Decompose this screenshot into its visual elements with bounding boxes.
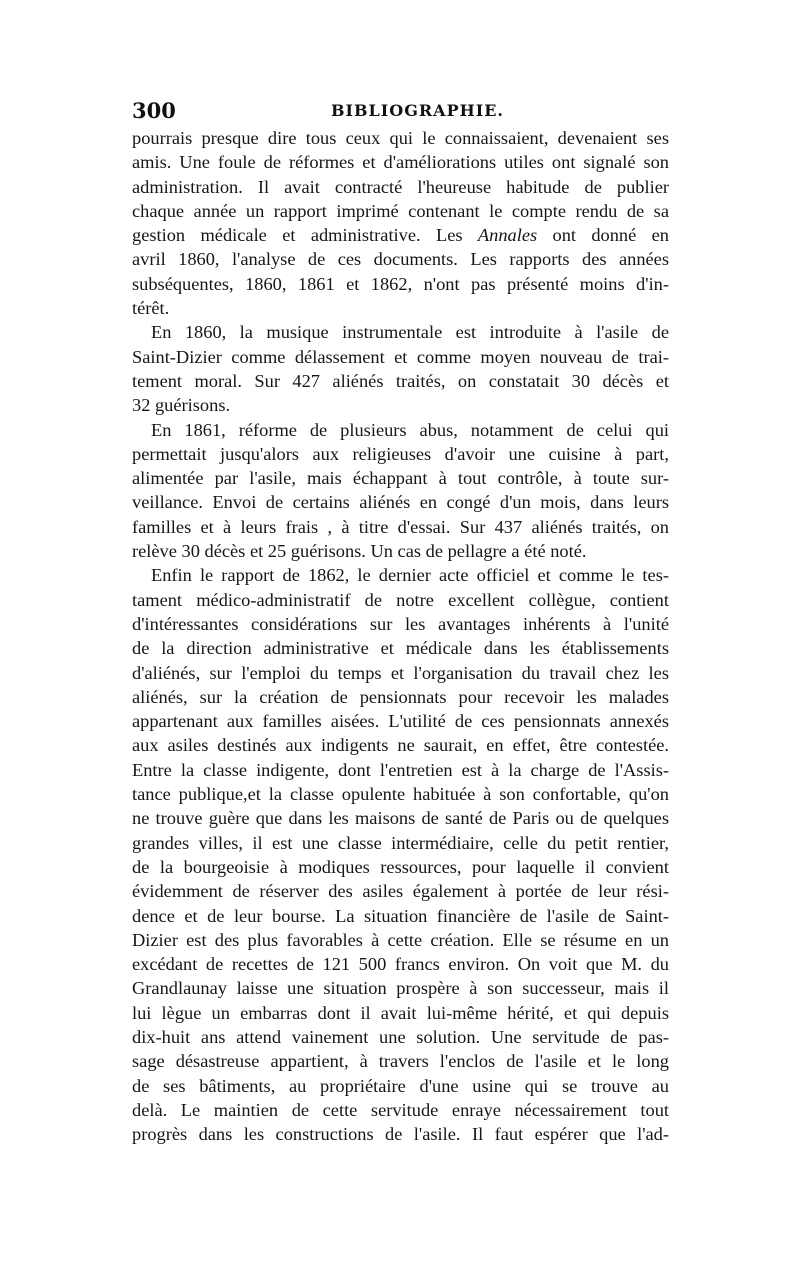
text-line: administration. Il avait contracté l'heureuse habitude de publier xyxy=(132,176,669,197)
text-line: avril 1860, l'analyse de ces documents. Les rapports des années xyxy=(132,249,669,270)
text-line: de la bourgeoisie à modiques ressources, pour laquelle il convient xyxy=(132,856,669,877)
running-title: BIBLIOGRAPHIE. xyxy=(331,101,504,120)
text-line: aux asiles destinés aux indigents ne saurait, en effet, être contestée. xyxy=(132,735,669,756)
text-line: tement moral. Sur 427 aliénés traités, on constatait 30 décès et xyxy=(132,370,669,391)
body-text xyxy=(132,126,669,1146)
paragraph-2 xyxy=(132,320,669,417)
text-line: sage désastreuse appartient, à travers l'enclos de l'asile et le long xyxy=(132,1051,669,1072)
text-line: progrès dans les constructions de l'asile. Il faut espérer que l'ad- xyxy=(132,1124,669,1145)
text-line: d'aliénés, sur l'emploi du temps et l'organisation du travail chez les xyxy=(132,662,669,683)
text-line: 32 guérisons. xyxy=(132,395,231,416)
text-line: En 1861, réforme de plusieurs abus, notamment de celui qui xyxy=(151,419,669,440)
text-line: de ses bâtiments, au propriétaire d'une usine qui se trouve au xyxy=(132,1075,669,1096)
text-line: tance publique,et la classe opulente habituée à son confortable, qu'on xyxy=(132,784,669,805)
text-line: appartenant aux familles aisées. L'utilité de ces pensionnats annexés xyxy=(132,711,669,732)
text-line: chaque année un rapport imprimé contenant le compte rendu de sa xyxy=(132,200,669,221)
text-line: permettait jusqu'alors aux religieuses d'avoir une cuisine à part, xyxy=(132,443,669,464)
paragraph-3 xyxy=(132,418,669,564)
text-line: Saint-Dizier comme délassement et comme moyen nouveau de trai- xyxy=(132,346,669,367)
text-line: delà. Le maintien de cette servitude enraye nécessairement tout xyxy=(132,1099,669,1120)
text-line: d'intéressantes considérations sur les avantages inhérents à l'unité xyxy=(132,613,669,634)
text-line: relève 30 décès et 25 guérisons. Un cas de pellagre a été noté. xyxy=(132,541,587,562)
text-line: alimentée par l'asile, mais échappant à tout contrôle, à toute sur- xyxy=(132,468,669,489)
text-line: Grandlaunay laisse une situation prospère à son successeur, mais il xyxy=(132,978,669,999)
paragraph-1 xyxy=(132,126,669,320)
italic-title: Annales xyxy=(477,225,538,246)
text-line: excédant de recettes de 121 500 francs environ. On voit que M. du xyxy=(132,954,669,975)
page-number: 300 xyxy=(132,98,176,123)
page-header xyxy=(132,98,668,128)
text-line: En 1860, la musique instrumentale est introduite à l'asile de xyxy=(151,322,669,343)
text-line: de la direction administrative et médicale dans les établissements xyxy=(132,638,669,659)
text-segment: gestion médicale et administrative. Les xyxy=(132,225,463,246)
text-line: aliénés, sur la création de pensionnats pour recevoir les malades xyxy=(132,686,669,707)
text-line: pourrais presque dire tous ceux qui le connaissaient, devenaient ses xyxy=(132,128,669,148)
text-line-with-italic xyxy=(132,223,669,247)
text-line: dence et de leur bourse. La situation financière de l'asile de Saint- xyxy=(132,905,669,926)
text-line: veillance. Envoi de certains aliénés en congé d'un mois, dans leurs xyxy=(132,492,669,513)
text-line: Dizier est des plus favorables à cette création. Elle se résume en un xyxy=(132,929,669,950)
text-line: évidemment de réserver des asiles également à portée de leur rési- xyxy=(132,881,669,902)
text-line: grandes villes, il est une classe intermédiaire, celle du petit rentier, xyxy=(132,832,669,853)
text-line: ne trouve guère que dans les maisons de santé de Paris ou de quelques xyxy=(132,808,669,829)
text-line: amis. Une foule de réformes et d'améliorations utiles ont signalé son xyxy=(132,152,669,173)
text-line: térêt. xyxy=(132,298,170,319)
text-line: Entre la classe indigente, dont l'entretien est à la charge de l'Assis- xyxy=(132,759,669,780)
text-line: dix-huit ans attend vainement une solution. Une servitude de pas- xyxy=(132,1026,669,1047)
text-line: familles et à leurs frais , à titre d'essai. Sur 437 aliénés traités, on xyxy=(132,516,669,537)
text-line: subséquentes, 1860, 1861 et 1862, n'ont pas présenté moins d'in- xyxy=(132,273,669,294)
paragraph-4 xyxy=(132,563,669,1146)
text-segment: ont donné en xyxy=(552,225,669,246)
text-line: Enfin le rapport de 1862, le dernier acte officiel et comme le tes- xyxy=(151,565,669,586)
text-line: tament médico-administratif de notre excellent collègue, contient xyxy=(132,589,669,610)
text-line: lui lègue un embarras dont il avait lui-même hérité, et qui depuis xyxy=(132,1002,669,1023)
